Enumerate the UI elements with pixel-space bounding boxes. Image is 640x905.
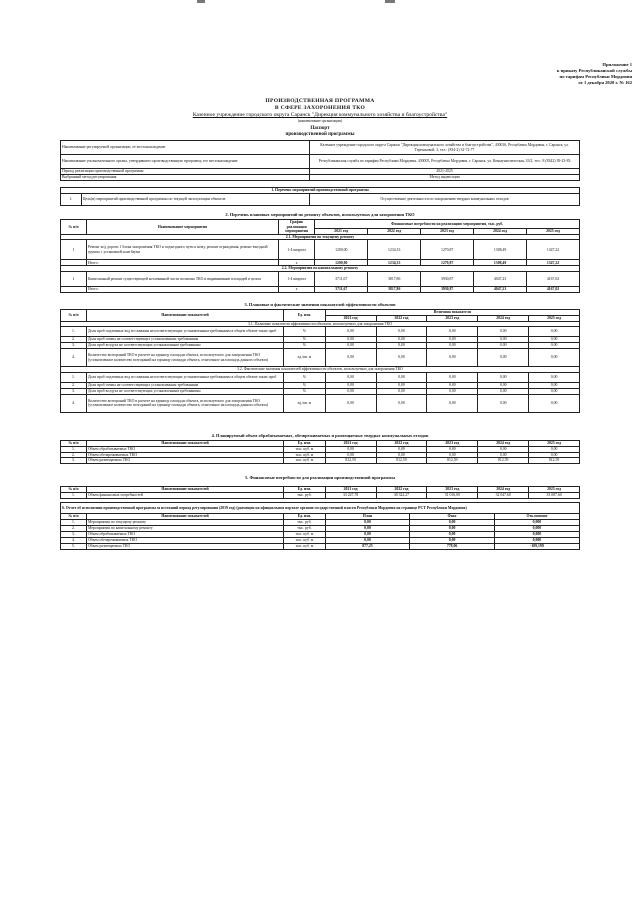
row-name: Мероприятия по текущему ремонту <box>86 520 283 526</box>
table-row <box>61 493 580 499</box>
cell-value: 31 016,00 <box>427 493 478 499</box>
row-name: Доля проб почвы не соответствующих установленным требованиям <box>86 382 283 388</box>
cell-value: 0,00 <box>529 327 580 337</box>
table-row <box>61 240 580 260</box>
cell-value: 0,00 <box>427 382 478 388</box>
table-row <box>61 349 580 367</box>
cell-value: 0,00 <box>325 343 376 349</box>
year-header: 2021 год <box>325 487 376 493</box>
section1-table <box>60 187 580 206</box>
cell-value: 0,000 <box>494 526 579 532</box>
row-number: 1. <box>61 447 87 453</box>
row-name: Доля проб почвы не соответствующих установленным требованиям <box>86 337 283 343</box>
cell-value: 0,000 <box>494 538 579 544</box>
row-number: 3. <box>61 458 87 464</box>
appendix-line: по тарифам Республики Мордовия <box>559 74 632 79</box>
table-row <box>61 372 580 382</box>
cell-value: 1234,33 <box>368 240 421 260</box>
row-unit: тыс. куб. м <box>284 532 326 538</box>
cell-value: 0,00 <box>427 447 478 453</box>
document-title: ПРОИЗВОДСТВЕННАЯ ПРОГРАММА <box>265 98 375 104</box>
cell-value: 4167,02 <box>527 271 580 286</box>
row-number: 4. <box>61 394 87 412</box>
table-row <box>61 458 580 464</box>
section6-table <box>60 502 580 550</box>
year-header: 2025 год <box>529 441 580 447</box>
subsection-title: 2.2. Мероприятия по капитальному ремонту <box>61 266 580 272</box>
passport-value: Метод индексации <box>310 175 580 181</box>
col-header: № п/п <box>61 487 87 493</box>
row-number: 5. <box>61 544 87 550</box>
col-header: Отклонение <box>494 514 579 520</box>
cell-value: 3711,67 <box>315 286 368 292</box>
cell-value: 0,00 <box>478 327 529 337</box>
row-number: 1. <box>61 327 87 337</box>
row-unit: тыс. куб. м <box>284 458 326 464</box>
col-header: Финансовые потребности на реализацию мероприятия, тыс. руб. <box>315 220 580 229</box>
row-unit: тыс. руб. <box>284 493 326 499</box>
cell-value: 0,00 <box>427 327 478 337</box>
row-label: Цель(и) мероприятий производственной программы по текущей эксплуатации объектов <box>81 194 309 206</box>
cell-value: 0,00 <box>478 452 529 458</box>
cell-value: 0,00 <box>325 538 410 544</box>
passport-table <box>60 140 580 181</box>
cell-value: 0,00 <box>529 337 580 343</box>
appendix-line: Приложение 1 <box>602 62 632 67</box>
year-header: 2023 год <box>427 316 478 322</box>
col-header: Ед. изм. <box>284 487 326 493</box>
cell-value: 0,00 <box>325 452 376 458</box>
cell-value: 0,00 <box>529 382 580 388</box>
cell-value: 0,00 <box>376 452 427 458</box>
document-title-block <box>50 98 590 124</box>
year-header: 2021 год <box>325 441 376 447</box>
year-header: 2023 год <box>421 229 474 235</box>
cell-value: 0,00 <box>410 538 495 544</box>
row-name: Количество возгораний ТКО в расчете на единицу площади объекта, используемого для захоронения ТКО (установленное количество возгораний на единицу площади объекта, отнесенное на площадь данного объекта) <box>86 394 283 412</box>
table-row <box>61 194 580 206</box>
cell-value: 3817,86 <box>368 271 421 286</box>
table-row <box>61 175 580 181</box>
section4-table <box>60 440 580 464</box>
cell-value: 33 247,78 <box>325 493 376 499</box>
section-title: 4. Планируемый объем обрабатываемых, обезвреживаемых и размещаемых твердых коммунальных отходов <box>211 433 429 438</box>
year-header: 2022 год <box>368 229 421 235</box>
cell-value: -109,199 <box>494 544 579 550</box>
cell-value: 0,00 <box>325 388 376 394</box>
year-header: 2021 год <box>315 229 368 235</box>
row-unit: % <box>284 388 326 394</box>
cell-value: 0,00 <box>376 388 427 394</box>
cell-value: 0,00 <box>529 349 580 367</box>
cell-value: 0,00 <box>529 452 580 458</box>
cell-value: 0,00 <box>478 343 529 349</box>
year-header: 2022 год <box>376 316 427 322</box>
year-header: 2025 год <box>529 316 580 322</box>
cell-value: 0,000 <box>494 532 579 538</box>
cell-value: 0,00 <box>478 447 529 453</box>
cell-value: 0,00 <box>410 520 495 526</box>
cell-value: 0,00 <box>325 532 410 538</box>
row-number: 1. <box>61 520 87 526</box>
cell-value: 877,25 <box>325 544 410 550</box>
cell-value: 0,00 <box>427 349 478 367</box>
cell-value: 4047,23 <box>474 271 527 286</box>
cell-value: 0,00 <box>529 447 580 453</box>
cell-value: 3711,67 <box>315 271 368 286</box>
cell-value: 0,00 <box>376 447 427 453</box>
year-header: 2024 год <box>478 441 529 447</box>
cell-value: 0,00 <box>376 327 427 337</box>
cell-value: 0,00 <box>427 394 478 412</box>
cell-value: 3930,87 <box>421 271 474 286</box>
row-number: 3. <box>61 343 87 349</box>
table-row <box>61 503 580 514</box>
row-schedule: 1-4 квартал <box>278 240 314 260</box>
cell-value: 1347,22 <box>527 260 580 266</box>
row-number: 3. <box>61 532 87 538</box>
row-name: Ремонт ж/д дороги 1 блока захоронения ТКО и подъездного пути к нему, ремонт ограждения, ремонт въездной группы с установкой шлагбаума <box>86 240 278 260</box>
row-number: 1. <box>61 372 87 382</box>
cell-value: 1200,00 <box>315 240 368 260</box>
table-row <box>61 271 580 286</box>
cell-value: 0,00 <box>410 526 495 532</box>
col-header: № п/п <box>61 441 87 447</box>
row-unit: % <box>284 327 326 337</box>
subsection-title: 2.1. Мероприятия по текущему ремонту <box>61 234 580 240</box>
row-unit: % <box>284 337 326 343</box>
row-number: 4. <box>61 538 87 544</box>
row-number: 2. <box>61 526 87 532</box>
appendix-line: к приказу Республиканской службы <box>556 68 632 73</box>
year-header: 2024 год <box>474 229 527 235</box>
section-title: 6. Отчет об исполнении производственной программы за истекший период регулирования (2019 год) (размещен на официальном портале органов государственной власти Республики Мордовия на странице РСТ Республики Мордовия) <box>61 503 580 514</box>
passport-label: Наименование уполномоченного органа, утвердившего производственную программу, его местонахождение <box>61 155 310 169</box>
row-number: 4. <box>61 349 87 367</box>
table-row <box>61 155 580 169</box>
cell-value: 4167,02 <box>527 286 580 292</box>
col-header: № п/п <box>61 514 87 520</box>
col-header: Наименование показателей <box>86 310 283 322</box>
subsection-title: 3.2. Фактические значения показателей эффективности объектов, используемых для захоронения ТКО <box>61 367 580 373</box>
col-header: График реализации мероприятия <box>278 220 314 235</box>
cell-value: 0,00 <box>529 394 580 412</box>
cell-value: 0,00 <box>529 343 580 349</box>
row-schedule: 1-4 квартал <box>278 271 314 286</box>
total-label: Итого: <box>86 260 278 266</box>
passport-value: Казенное учреждение городского округа Саранск "Дирекция коммунального хозяйства и благоустройства", 430016, Республика Мордовия, г. Саранск, ул. Терешковой, 3, тел.: (834-2) 32-72-77 <box>310 141 580 155</box>
row-number: 1 <box>61 271 87 286</box>
subsection-title: 3.1. Плановые показатели эффективности объектов, используемых для захоронения ТКО <box>61 321 580 327</box>
cell-value: 0,00 <box>376 382 427 388</box>
cell-value: 0,00 <box>478 337 529 343</box>
cell-value: 33 087,60 <box>529 493 580 499</box>
year-header: 2022 год <box>376 487 427 493</box>
cell-value: 3817,86 <box>368 286 421 292</box>
section5-table <box>60 486 580 499</box>
row-name: Объем обрабатываемых ТКО <box>86 447 283 453</box>
cell-value: 0,00 <box>427 337 478 343</box>
year-header: 2023 год <box>427 487 478 493</box>
cell-value: 0,00 <box>325 447 376 453</box>
cell-value: 0,00 <box>427 372 478 382</box>
cell-value: 0,00 <box>427 388 478 394</box>
passport-title-line: Паспорт <box>310 126 330 131</box>
row-name: Доля проб воздуха не соответствующих установленным требованиям <box>86 388 283 394</box>
cell-value: 0,00 <box>376 337 427 343</box>
cell-value: 0,00 <box>376 349 427 367</box>
cell-value: 812,59 <box>376 458 427 464</box>
row-name: Объем финансовых потребностей <box>86 493 283 499</box>
cell-value: 0,00 <box>325 382 376 388</box>
passport-title-line: производственной программы <box>285 132 355 137</box>
row-name: Капитальный ремонт существующей котлованной части полигона ТКО и выравнивание площадей в целом <box>86 271 278 286</box>
total-row <box>61 286 580 292</box>
cell-value: 1234,33 <box>368 260 421 266</box>
col-header: Факт <box>410 514 495 520</box>
organization-caption: (наименование организации) <box>297 119 343 123</box>
row-unit: тыс. руб. <box>284 526 326 532</box>
cell-value: 0,00 <box>325 526 410 532</box>
cell-value: 1308,49 <box>474 240 527 260</box>
year-header: 2021 год <box>325 316 376 322</box>
year-header: 2025 год <box>527 229 580 235</box>
cell-value: 0,000 <box>494 520 579 526</box>
total-mark: х <box>278 260 314 266</box>
row-unit: ед./кв. м <box>284 349 326 367</box>
row-name: Мероприятия по капитальному ремонту <box>86 526 283 532</box>
scan-mark <box>197 0 205 3</box>
year-header: 2023 год <box>427 441 478 447</box>
appendix-line: от 1 декабря 2020 г. № 162 <box>578 80 632 85</box>
col-header: Наименование мероприятия <box>86 220 278 235</box>
row-unit: тыс. куб. м <box>284 452 326 458</box>
row-value: Осуществление деятельности по захоронению твердых коммунальных отходов <box>310 194 580 206</box>
cell-value: 1270,87 <box>421 260 474 266</box>
passport-value: Республиканская служба по тарифам Республики Мордовия, 430005, Республика Мордовия, г. Саранск, ул. Коммунистическая, 33/2, тел.: 8 (8342) 39-23-83 <box>310 155 580 169</box>
table-header-row <box>61 220 580 229</box>
total-mark: х <box>278 286 314 292</box>
total-label: Итого: <box>86 286 278 292</box>
row-unit: % <box>284 382 326 388</box>
row-number: 2. <box>61 382 87 388</box>
cell-value: 32 047,60 <box>478 493 529 499</box>
cell-value: 0,00 <box>478 372 529 382</box>
cell-value: 0,00 <box>478 382 529 388</box>
table-row <box>61 327 580 337</box>
cell-value: 778,06 <box>410 544 495 550</box>
col-header: Наименование показателей <box>86 487 283 493</box>
col-header: Величина показателя <box>325 310 579 316</box>
col-header: Ед. изм. <box>284 310 326 322</box>
cell-value: 1200,00 <box>315 260 368 266</box>
cell-value: 0,00 <box>478 388 529 394</box>
cell-value: 0,00 <box>478 394 529 412</box>
passport-label: Наименование регулируемой организации, ее местонахождение <box>61 141 310 155</box>
cell-value: 1347,22 <box>527 240 580 260</box>
row-name: Объем обезвреживаемых ТКО <box>86 452 283 458</box>
row-number: 3. <box>61 388 87 394</box>
cell-value: 812,59 <box>529 458 580 464</box>
row-unit: % <box>284 343 326 349</box>
row-name: Доля проб подземных вод из скважин несоответствующих установленным требованиям в общем объеме таких проб <box>86 372 283 382</box>
scan-mark <box>385 0 395 3</box>
cell-value: 0,00 <box>529 372 580 382</box>
passport-label: Период реализации производственной программы <box>61 169 310 175</box>
row-number: 1 <box>61 240 87 260</box>
row-number: 1. <box>61 194 82 206</box>
passport-label: Выбранный метод регулирования <box>61 175 310 181</box>
table-row <box>61 544 580 550</box>
cell-value: 0,00 <box>325 394 376 412</box>
organization-name: Казенное учреждение городского округа Саранск "Дирекция коммунального хозяйства и благоустройства" <box>192 112 448 118</box>
document-subtitle: В СФЕРЕ ЗАХОРОНЕНИЯ ТКО <box>274 105 366 111</box>
section2-table <box>60 219 580 293</box>
row-name: Количество возгораний ТКО в расчете на единицу площади объекта, используемого для захоронения ТКО (установленное количество возгораний на единицу площади объекта, отнесенное на площадь данного объекта) <box>86 349 283 367</box>
cell-value: 0,00 <box>410 532 495 538</box>
col-header: Наименование показателей <box>86 514 283 520</box>
cell-value: 3930,87 <box>421 286 474 292</box>
row-unit: ед./кв. м <box>284 394 326 412</box>
row-name: Доля проб воздуха не соответствующих установленным требованиям <box>86 343 283 349</box>
row-unit: % <box>284 372 326 382</box>
cell-value: 0,00 <box>325 372 376 382</box>
row-unit: тыс. куб. м <box>284 447 326 453</box>
col-header: № п/п <box>61 220 87 235</box>
row-name: Объем размещаемых ТКО <box>86 544 283 550</box>
col-header: Наименование показателей <box>86 441 283 447</box>
cell-value: 812,59 <box>325 458 376 464</box>
cell-value: 0,00 <box>376 343 427 349</box>
row-name: Объем обезвреживаемых ТКО <box>86 538 283 544</box>
section3-table <box>60 309 580 413</box>
appendix-block <box>432 62 632 86</box>
cell-value: 0,00 <box>325 349 376 367</box>
cell-value: 0,00 <box>427 452 478 458</box>
row-number: 1. <box>61 493 87 499</box>
col-header: № п/п <box>61 310 87 322</box>
row-name: Доля проб подземных вод из скважин несоответствующих установленным требованиям в общем объеме таких проб <box>86 327 283 337</box>
cell-value: 812,59 <box>427 458 478 464</box>
row-unit: тыс. куб. м <box>284 544 326 550</box>
row-number: 2. <box>61 452 87 458</box>
year-header: 2024 год <box>478 487 529 493</box>
row-unit: тыс. куб. м <box>284 538 326 544</box>
cell-value: 1270,87 <box>421 240 474 260</box>
year-header: 2025 год <box>529 487 580 493</box>
cell-value: 30 322,27 <box>376 493 427 499</box>
cell-value: 0,00 <box>376 394 427 412</box>
cell-value: 0,00 <box>325 327 376 337</box>
row-name: Объем обрабатываемых ТКО <box>86 532 283 538</box>
section-title: 1. Перечень мероприятий производственной программы <box>61 188 580 194</box>
cell-value: 0,00 <box>325 337 376 343</box>
row-number: 2. <box>61 337 87 343</box>
cell-value: 812,59 <box>478 458 529 464</box>
section-title: 2. Перечень плановых мероприятий по ремонту объектов, используемых для захоронения ТКО <box>225 212 415 217</box>
table-row <box>61 394 580 412</box>
passport-title <box>50 126 590 138</box>
cell-value: 0,00 <box>427 343 478 349</box>
cell-value: 0,00 <box>325 520 410 526</box>
cell-value: 1308,49 <box>474 260 527 266</box>
col-header: План <box>325 514 410 520</box>
cell-value: 0,00 <box>529 388 580 394</box>
passport-value: 2021-2025 <box>310 169 580 175</box>
row-name: Объем размещаемых ТКО <box>86 458 283 464</box>
section-title: 5. Финансовые потребности для реализации производственной программы <box>245 475 395 480</box>
cell-value: 4047,23 <box>474 286 527 292</box>
year-header: 2024 год <box>478 316 529 322</box>
col-header: Ед. изм. <box>284 514 326 520</box>
year-header: 2022 год <box>376 441 427 447</box>
cell-value: 0,00 <box>376 372 427 382</box>
col-header: Ед. изм. <box>284 441 326 447</box>
row-unit: тыс. руб. <box>284 520 326 526</box>
table-row <box>61 141 580 155</box>
cell-value: 0,00 <box>478 349 529 367</box>
section-title: 3. Плановые и фактические значения показателей эффективности объектов <box>244 302 396 307</box>
